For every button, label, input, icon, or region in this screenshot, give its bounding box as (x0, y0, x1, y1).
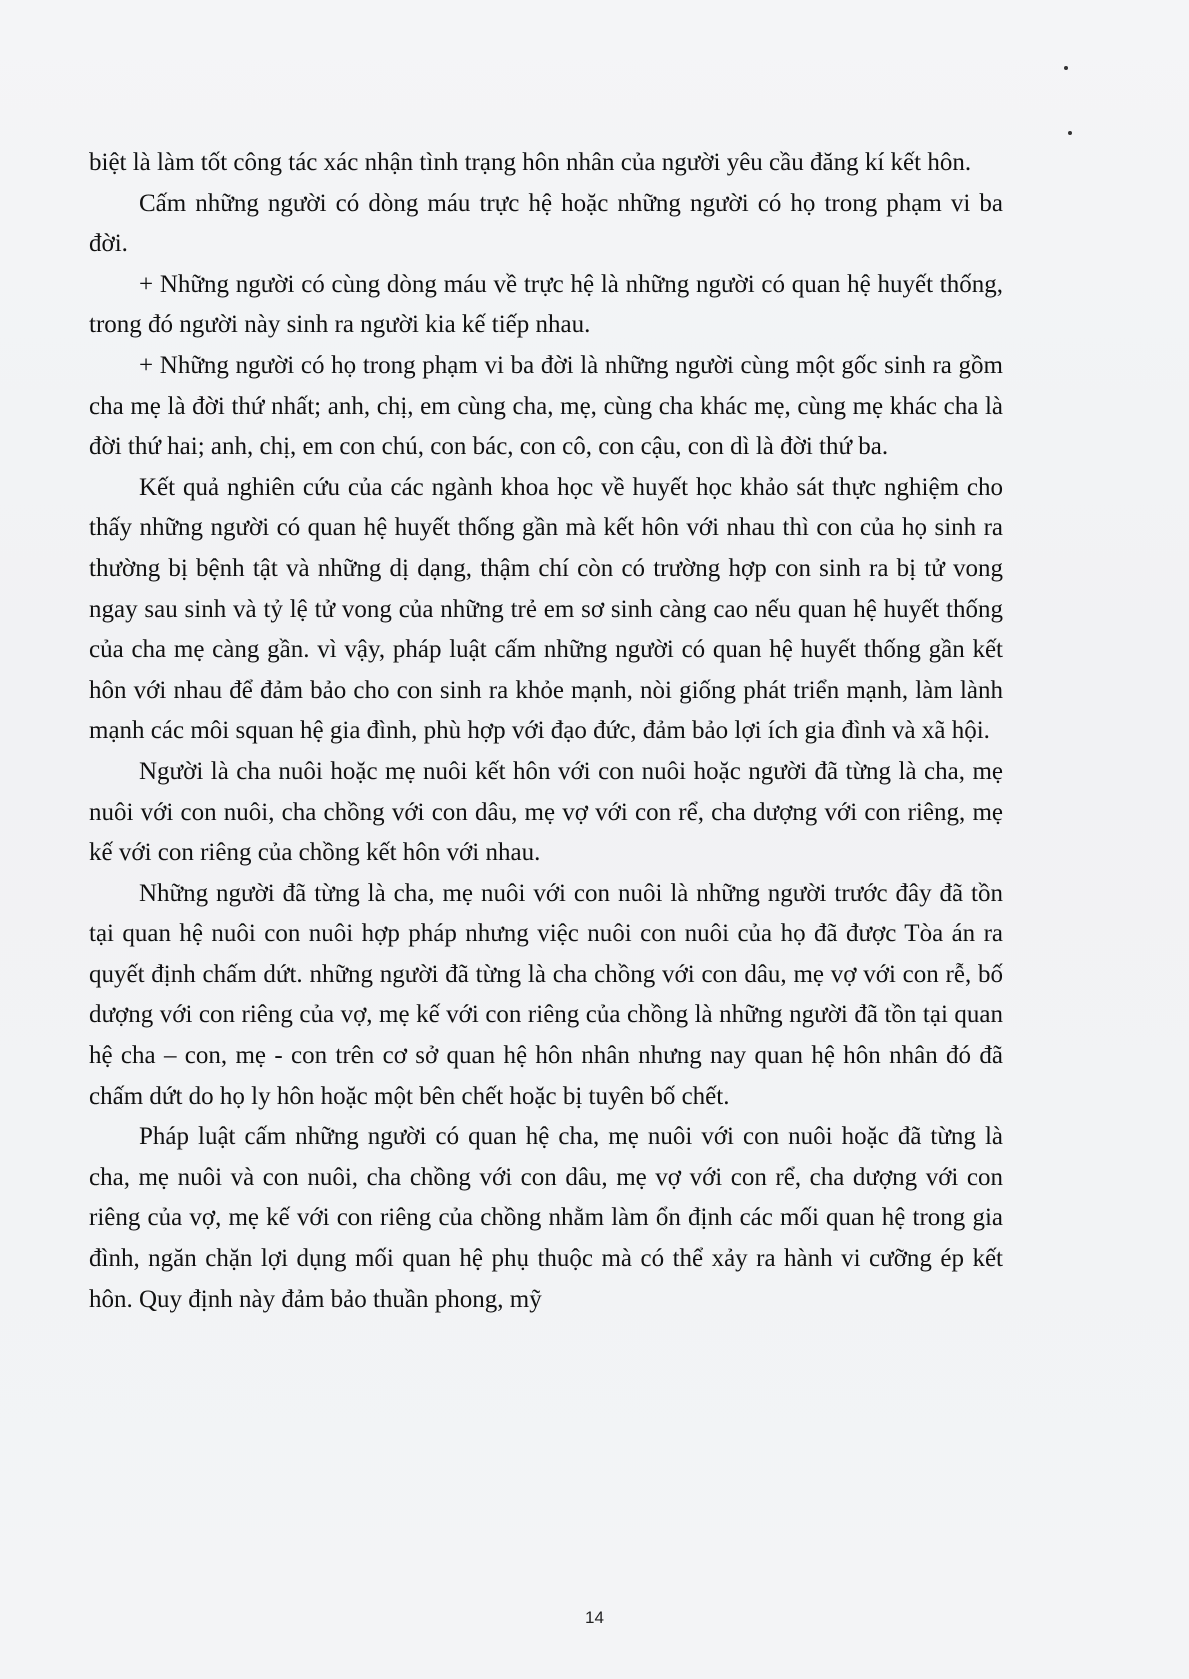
paragraph-continuation: biệt là làm tốt công tác xác nhận tình trạng hôn nhân của người yêu cầu đăng kí kết hôn. (89, 149, 972, 176)
paragraph-adoptive-relations: Người là cha nuôi hoặc mẹ nuôi kết hôn với con nuôi hoặc người đã từng là cha, mẹ nuôi với con nuôi, cha chồng với con dâu, mẹ vợ với con rể, cha dượng với con riêng, mẹ kế với con riêng của chồng kết hôn với nhau. (89, 757, 1003, 867)
scan-speck-mark (1064, 66, 1068, 70)
paragraph-former-adoptive-relations: Những người đã từng là cha, mẹ nuôi với con nuôi là những người trước đây đã tồn tại quan hệ nuôi con nuôi hợp pháp nhưng việc nuôi con nuôi của họ đã được Tòa án ra quyết định chấm dứt. những người đã từng là cha chồng với con dâu, mẹ vợ với con rễ, bố dượng với con riêng của vợ, mẹ kế với con riêng của chồng là những người đã tồn tại quan hệ cha – con, mẹ - con trên cơ sở quan hệ hôn nhân nhưng nay quan hệ hôn nhân đó đã chấm dứt do họ ly hôn hoặc một bên chết hoặc bị tuyên bố chết. (89, 879, 1003, 1110)
body-text (89, 143, 1003, 1320)
scan-speck-mark (1068, 131, 1072, 135)
page-number: 14 (585, 1608, 604, 1627)
paragraph-direct-line-definition: + Những người có cùng dòng máu về trực hệ là những người có quan hệ huyết thống, trong đó người này sinh ra người kia kế tiếp nhau. (89, 270, 1003, 339)
paragraph-three-generations-definition: + Những người có họ trong phạm vi ba đời là những người cùng một gốc sinh ra gồm cha mẹ là đời thứ nhất; anh, chị, em cùng cha, mẹ, cùng cha khác mẹ, cùng mẹ khác cha là đời thứ hai; anh, chị, em con chú, con bác, con cô, con cậu, con dì là đời thứ ba. (89, 351, 1003, 461)
paragraph-law-purpose: Pháp luật cấm những người có quan hệ cha, mẹ nuôi với con nuôi hoặc đã từng là cha, mẹ nuôi và con nuôi, cha chồng với con dâu, mẹ vợ với con rể, cha dượng với con riêng của vợ, mẹ kế với con riêng của chồng nhằm làm ổn định các mối quan hệ trong gia đình, ngăn chặn lợi dụng mối quan hệ phụ thuộc mà có thể xảy ra hành vi cưỡng ép kết hôn. Quy định này đảm bảo thuần phong, mỹ (89, 1123, 1003, 1313)
paragraph-research-results: Kết quả nghiên cứu của các ngành khoa học về huyết học khảo sát thực nghiệm cho thấy những người có quan hệ huyết thống gần mà kết hôn với nhau thì con của họ sinh ra thường bị bệnh tật và những dị dạng, thậm chí còn có trường hợp con sinh ra bị tử vong ngay sau sinh và tỷ lệ tử vong của những trẻ em sơ sinh càng cao nếu quan hệ huyết thống của cha mẹ càng gần. vì vậy, pháp luật cấm những người có quan hệ huyết thống gần kết hôn với nhau để đảm bảo cho con sinh ra khỏe mạnh, nòi giống phát triển mạnh, làm lành mạnh các môi squan hệ gia đình, phù hợp với đạo đức, đảm bảo lợi ích gia đình và xã hội. (89, 473, 1003, 745)
paragraph-prohibition-blood-relatives: Cấm những người có dòng máu trực hệ hoặc những người có họ trong phạm vi ba đời. (89, 189, 1003, 258)
